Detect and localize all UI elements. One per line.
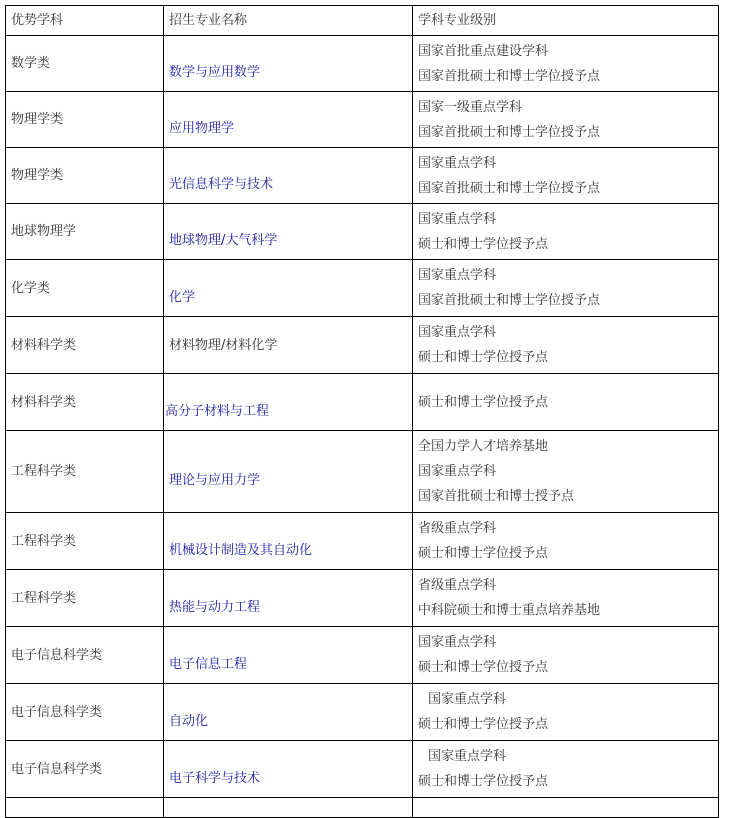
major-cell <box>164 317 413 374</box>
level-cell <box>413 260 719 317</box>
level-line: 中科院硕士和博士重点培养基地 <box>418 603 601 618</box>
level-line: 国家首批硕士和博士学位授予点 <box>418 124 601 140</box>
level-cell <box>413 92 719 148</box>
table-row <box>6 260 719 317</box>
level-cell <box>413 570 719 627</box>
level-line: 国家首批硕士和博士学位授予点 <box>418 68 601 84</box>
level-line: 省级重点学科 <box>418 578 497 593</box>
discipline-cell: 材料科学类 <box>6 374 164 431</box>
level-line: 硕士和博士学位授予点 <box>418 394 549 410</box>
level-line: 硕士和博士学位授予点 <box>418 660 549 675</box>
level-line: 省级重点学科 <box>418 521 497 536</box>
level-line: 国家一级重点学科 <box>418 99 523 115</box>
header-major: 招生专业名称 <box>164 6 413 36</box>
level-line: 全国力学人才培养基地 <box>418 439 549 454</box>
major-link[interactable]: 电子信息工程 <box>169 656 248 672</box>
level-line: 硕士和博士学位授予点 <box>418 774 549 789</box>
discipline-cell: 电子信息科学类 <box>6 684 164 741</box>
level-line: 国家重点学科 <box>418 211 497 227</box>
level-line: 国家首批硕士和博士学位授予点 <box>418 293 601 308</box>
level-line: 国家重点学科 <box>418 464 497 479</box>
header-level: 学科专业级别 <box>413 6 719 36</box>
major-link[interactable]: 热能与动力工程 <box>169 599 261 615</box>
level-line: 硕士和博士学位授予点 <box>418 350 549 365</box>
table-row <box>6 684 719 741</box>
table-row <box>6 627 719 684</box>
table-row <box>6 148 719 204</box>
table-row <box>6 36 719 92</box>
table-row <box>6 374 719 431</box>
level-line: 国家重点学科 <box>418 325 497 340</box>
level-line: 国家重点学科 <box>418 155 497 171</box>
level-cell <box>413 431 719 513</box>
major-cell <box>164 684 413 741</box>
discipline-cell: 化学类 <box>6 260 164 317</box>
major-cell <box>164 260 413 317</box>
table-row <box>6 741 719 798</box>
discipline-cell: 工程科学类 <box>6 570 164 627</box>
major-cell <box>164 92 413 148</box>
table-row <box>6 431 719 513</box>
discipline-cell: 物理学类 <box>6 92 164 148</box>
major-link[interactable]: 应用物理学 <box>169 121 235 136</box>
major-link[interactable]: 理论与应用力学 <box>169 473 261 488</box>
level-cell <box>413 204 719 260</box>
header-row <box>6 6 719 36</box>
level-line: 硕士和博士学位授予点 <box>418 236 549 252</box>
level-cell <box>413 513 719 570</box>
level-cell <box>413 36 719 92</box>
header-discipline: 优势学科 <box>6 6 164 36</box>
major-cell <box>164 374 413 431</box>
discipline-table <box>5 5 719 818</box>
table-row <box>6 570 719 627</box>
level-cell <box>413 627 719 684</box>
level-line: 硕士和博士学位授予点 <box>418 546 549 561</box>
discipline-cell: 数学类 <box>6 36 164 92</box>
level-cell <box>413 317 719 374</box>
major-cell <box>164 148 413 204</box>
major-cell <box>164 513 413 570</box>
major-cell <box>164 627 413 684</box>
discipline-cell: 工程科学类 <box>6 431 164 513</box>
table-row <box>6 204 719 260</box>
discipline-cell: 电子信息科学类 <box>6 627 164 684</box>
level-line: 国家重点学科 <box>418 268 497 283</box>
level-cell <box>413 684 719 741</box>
major-link[interactable]: 化学 <box>169 289 196 305</box>
major-link[interactable]: 机械设计制造及其自动化 <box>169 542 313 558</box>
major-link[interactable]: 地球物理/大气科学 <box>169 233 278 248</box>
discipline-cell: 工程科学类 <box>6 513 164 570</box>
level-line: 国家首批重点建设学科 <box>418 43 549 59</box>
discipline-cell: 物理学类 <box>6 148 164 204</box>
discipline-cell: 材料科学类 <box>6 317 164 374</box>
level-line: 国家重点学科 <box>418 635 497 650</box>
level-line: 国家首批硕士和博士授予点 <box>418 489 575 504</box>
level-line: 国家重点学科 <box>428 692 507 707</box>
major-link[interactable]: 数学与应用数学 <box>169 65 261 80</box>
major-cell <box>164 204 413 260</box>
table-row <box>6 317 719 374</box>
major-link[interactable]: 自动化 <box>169 713 209 729</box>
table-row <box>6 513 719 570</box>
table-row <box>6 92 719 148</box>
level-cell <box>413 741 719 798</box>
level-line: 硕士和博士学位授予点 <box>418 717 549 732</box>
major-cell <box>164 570 413 627</box>
major-text: 材料物理/材料化学 <box>169 337 278 353</box>
level-line: 国家重点学科 <box>428 749 507 764</box>
major-link[interactable]: 电子科学与技术 <box>169 770 261 786</box>
major-cell <box>164 36 413 92</box>
major-link[interactable]: 高分子材料与工程 <box>165 403 270 419</box>
discipline-cell: 地球物理学 <box>6 204 164 260</box>
major-cell <box>164 741 413 798</box>
major-cell <box>164 431 413 513</box>
major-link[interactable]: 光信息科学与技术 <box>169 177 274 192</box>
discipline-cell: 电子信息科学类 <box>6 741 164 798</box>
level-line: 国家首批硕士和博士学位授予点 <box>418 180 601 196</box>
level-cell <box>413 148 719 204</box>
level-cell <box>413 374 719 431</box>
